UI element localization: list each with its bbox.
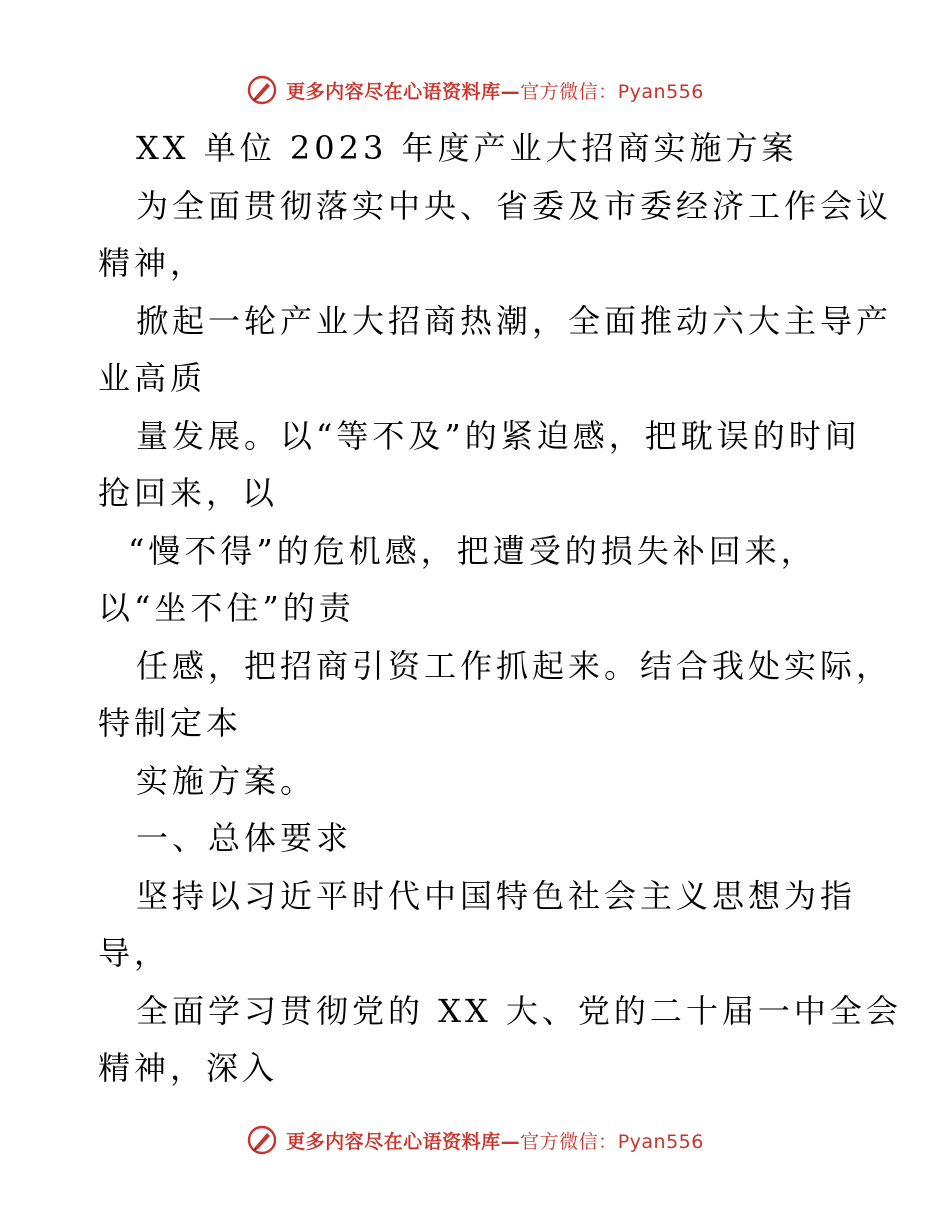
paragraph-line: 坚持以习近平时代中国特色社会主义思想为指 [136,876,857,915]
paragraph-line: 导， [98,934,171,972]
document-body [98,120,902,1098]
paragraph-line: 业高质 [98,359,207,397]
watermark-banner-bottom [0,1120,950,1160]
paragraph-line: 为全面贯彻落实中央、省委及市委经济工作会议 [136,186,893,225]
paragraph-line: 实施方案。 [136,761,317,800]
paragraph-line: 精神， [98,244,207,282]
section-heading: 一、总体要求 [136,819,353,857]
paragraph-line: 精神，深入 [98,1049,279,1087]
paragraph-line: 抢回来，以 [98,474,279,512]
quill-pen-circle-icon [246,1124,278,1156]
watermark-text: 更多内容尽在心语资料库—官方微信：Pyan556 [286,1130,704,1153]
paragraph-line: 全面学习贯彻党的 XX 大、党的二十届一中全会 [136,991,902,1030]
paragraph-line: 以“坐不住”的责 [98,589,355,627]
watermark-text: 更多内容尽在心语资料库—官方微信：Pyan556 [286,80,704,103]
paragraph-line: “慢不得”的危机感，把遭受的损失补回来， [128,531,817,570]
paragraph-line: 任感，把招商引资工作抓起来。结合我处实际， [136,646,893,685]
watermark-banner-top [0,70,950,110]
paragraph-line: 掀起一轮产业大招商热潮，全面推动六大主导产 [136,301,893,340]
quill-pen-circle-icon [246,74,278,106]
paragraph-line: 特制定本 [98,704,243,742]
document-title: XX 单位 2023 年度产业大招商实施方案 [136,129,798,167]
paragraph-line: 量发展。以“等不及”的紧迫感，把耽误的时间 [136,416,861,455]
